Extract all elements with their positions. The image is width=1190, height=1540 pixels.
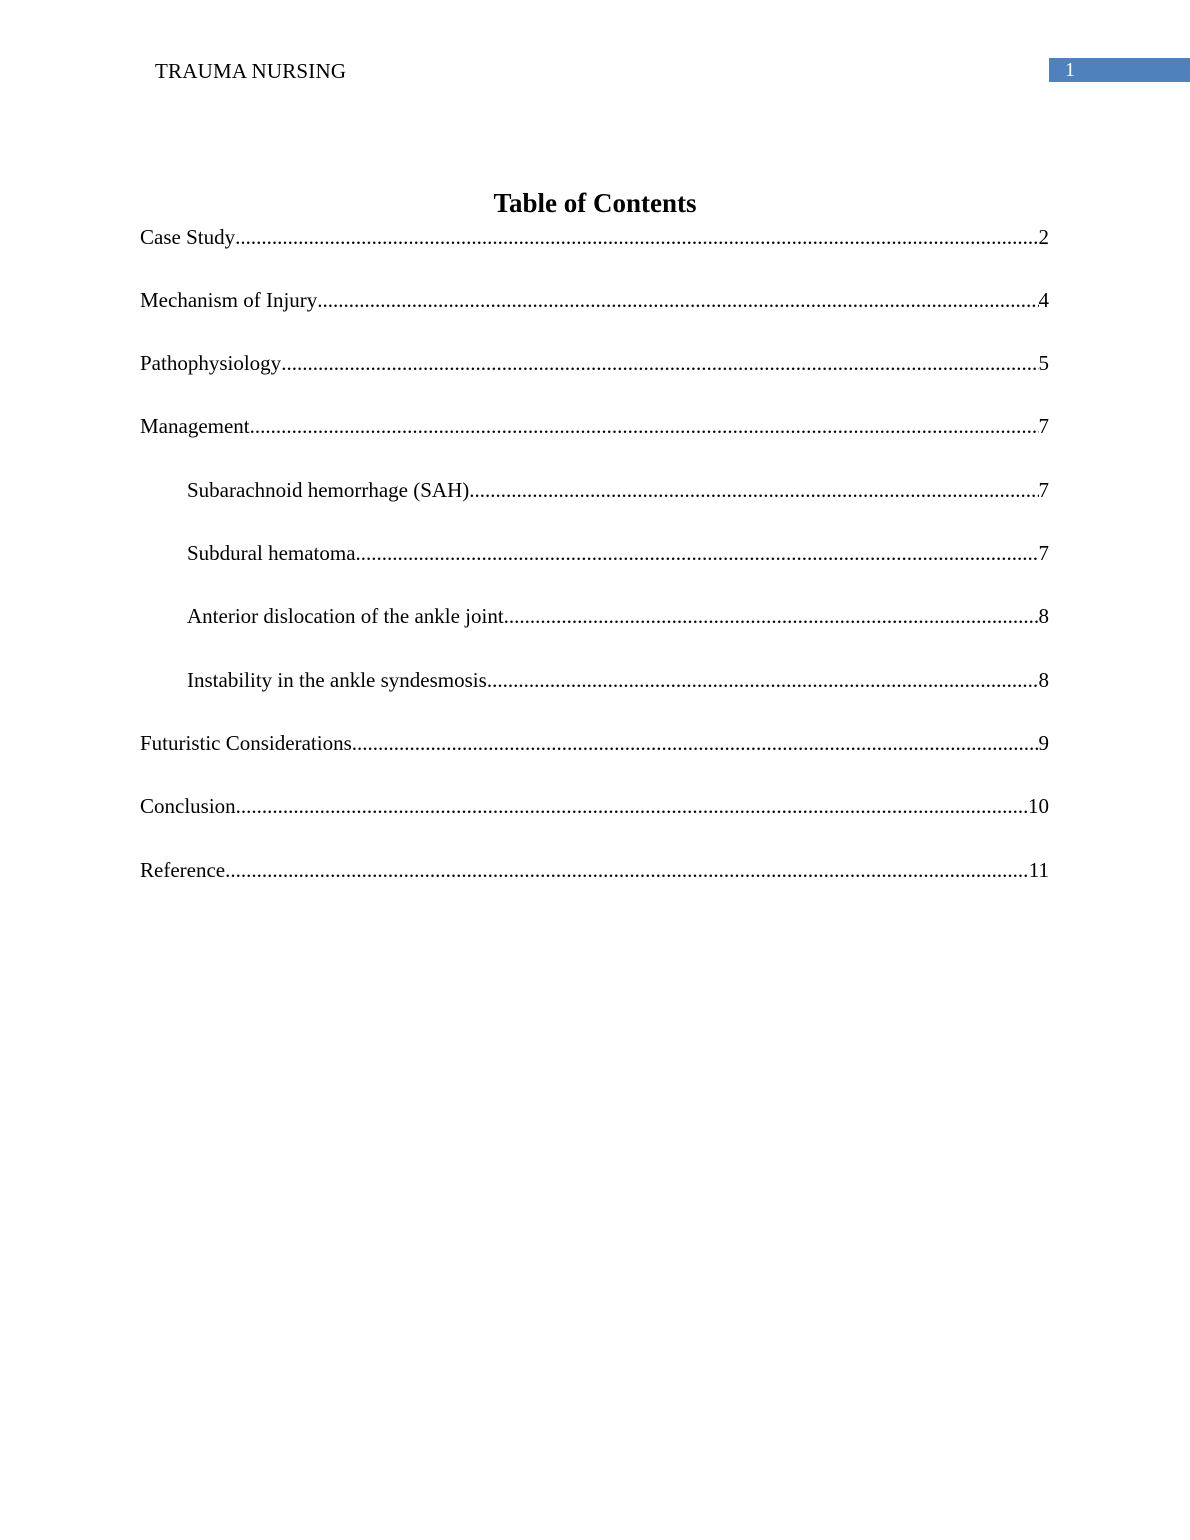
toc-entry-management[interactable] xyxy=(140,412,1049,440)
toc-dot-leader xyxy=(317,286,1038,314)
running-head: TRAUMA NURSING xyxy=(155,59,347,83)
toc-dot-leader xyxy=(352,729,1039,757)
toc-entry-label: Conclusion xyxy=(140,794,236,818)
toc-entry-page: 5 xyxy=(1038,351,1049,375)
toc-dot-leader xyxy=(235,223,1038,251)
toc-entry-page: 4 xyxy=(1038,288,1049,312)
toc-entry-page: 2 xyxy=(1038,225,1049,249)
toc-entry-subarachnoid-hemorrhage[interactable] xyxy=(187,476,1049,504)
toc-dot-leader xyxy=(250,412,1039,440)
toc-entry-case-study[interactable] xyxy=(140,223,1049,251)
toc-entry-page: 7 xyxy=(1038,414,1049,438)
toc-entry-label: Instability in the ankle syndesmosis xyxy=(187,668,487,692)
toc-entry-label: Anterior dislocation of the ankle joint xyxy=(187,604,504,628)
toc-entry-label: Subdural hematoma xyxy=(187,541,356,565)
toc-entry-page: 11 xyxy=(1028,858,1049,882)
toc-entry-ankle-syndesmosis[interactable] xyxy=(187,666,1049,694)
toc-entry-label: Reference xyxy=(140,858,226,882)
toc-entry-page: 8 xyxy=(1038,604,1049,628)
page-number-box xyxy=(1049,58,1190,82)
page-number: 1 xyxy=(1065,59,1075,81)
toc-entry-page: 7 xyxy=(1038,478,1049,502)
toc-entry-label: Futuristic Considerations xyxy=(140,731,352,755)
toc-dot-leader xyxy=(225,856,1029,884)
toc-dot-leader xyxy=(487,666,1039,694)
toc-dot-leader xyxy=(504,602,1039,630)
toc-entry-page: 9 xyxy=(1038,731,1049,755)
toc-entry-futuristic-considerations[interactable] xyxy=(140,729,1049,757)
toc-entry-pathophysiology[interactable] xyxy=(140,349,1049,377)
toc-title: Table of Contents xyxy=(493,188,697,218)
toc-entry-page: 8 xyxy=(1038,668,1049,692)
toc-entry-anterior-dislocation[interactable] xyxy=(187,602,1049,630)
toc-dot-leader xyxy=(469,476,1038,504)
toc-entry-reference[interactable] xyxy=(140,856,1049,884)
toc-dot-leader xyxy=(281,349,1038,377)
toc-entry-conclusion[interactable] xyxy=(140,792,1049,820)
toc-entry-label: Mechanism of Injury xyxy=(140,288,318,312)
toc-dot-leader xyxy=(236,792,1028,820)
toc-entry-label: Subarachnoid hemorrhage (SAH) xyxy=(187,478,470,502)
toc-dot-leader xyxy=(356,539,1039,567)
toc-entry-label: Management xyxy=(140,414,250,438)
toc-entry-page: 10 xyxy=(1028,794,1049,818)
toc-entry-mechanism-of-injury[interactable] xyxy=(140,286,1049,314)
toc-entry-page: 7 xyxy=(1038,541,1049,565)
toc-entry-label: Case Study xyxy=(140,225,236,249)
toc-entry-label: Pathophysiology xyxy=(140,351,282,375)
toc-entry-subdural-hematoma[interactable] xyxy=(187,539,1049,567)
